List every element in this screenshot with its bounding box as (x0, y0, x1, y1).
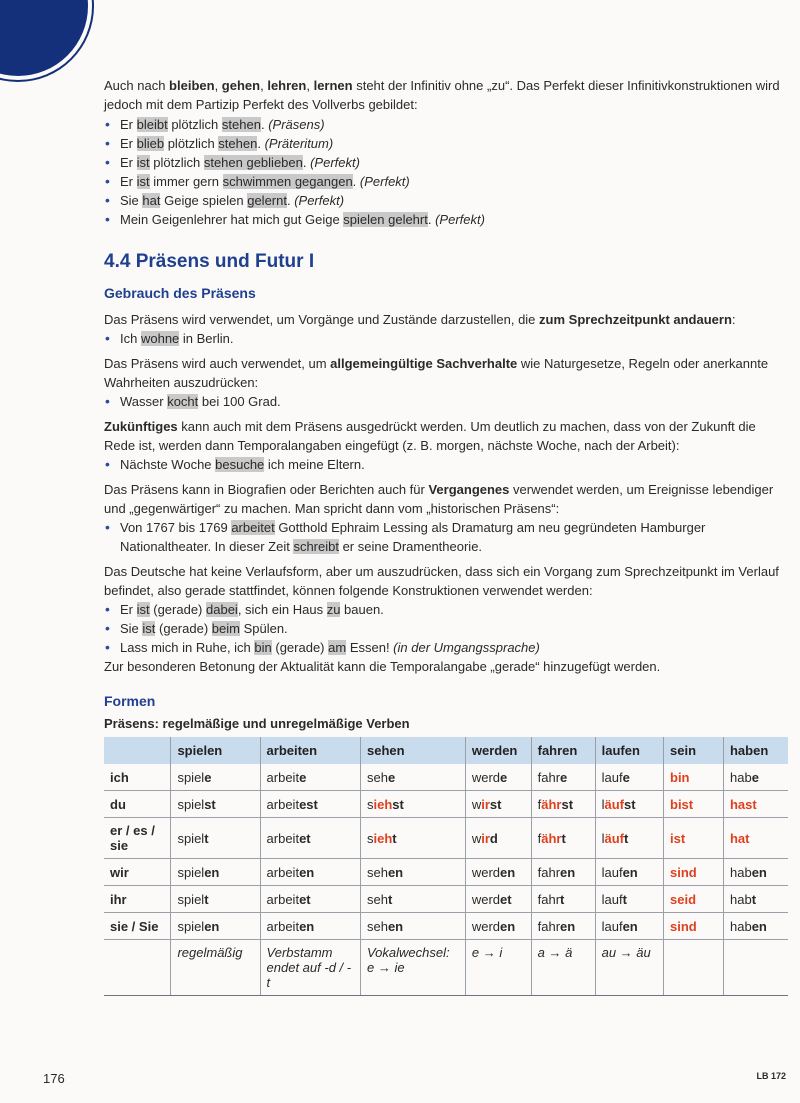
stem: fahr (537, 864, 561, 880)
column-header: spielen (171, 737, 260, 764)
list-item: • Er ist immer gern schwimmen gegangen. (Perfekt) (104, 172, 789, 191)
list-item: • Ich wohne in Berlin. (104, 329, 789, 348)
stem: spiel (177, 796, 205, 812)
ending: st (204, 796, 216, 812)
note-cell (664, 940, 724, 996)
list-item: • Von 1767 bis 1769 arbeitet Gotthold Ephraim Lessing als Dramaturg am neu gegründeten Hamburger Nationaltheater. In dieser Zeit schreibt er seine Dramentheorie. (104, 518, 789, 556)
ending: e (299, 769, 307, 785)
ending: t (622, 891, 627, 907)
stem: w (471, 796, 482, 812)
stem: fahr (537, 891, 561, 907)
form-cell (664, 791, 724, 818)
note-cell: regelmäßig (171, 940, 260, 996)
vowel-change: seid (670, 891, 697, 907)
ending: en (622, 918, 638, 934)
list-item: • Er ist plötzlich stehen geblieben. (Perfekt) (104, 153, 789, 172)
ending: en (560, 918, 576, 934)
form-cell (360, 886, 465, 913)
ending: d (489, 830, 498, 846)
vowel-change: ir (481, 796, 490, 812)
ending: et (299, 830, 311, 846)
ending: en (751, 864, 767, 880)
table-row (104, 913, 788, 940)
form-cell (360, 913, 465, 940)
ending: e (622, 769, 630, 785)
infinitive-examples (104, 115, 789, 229)
form-cell (465, 764, 531, 791)
stem: hab (729, 891, 752, 907)
list-item: • Wasser kocht bei 100 Grad. (104, 392, 789, 411)
list-item: • Lass mich in Ruhe, ich bin (gerade) am Essen! (in der Umgangssprache) (104, 638, 789, 657)
ending: st (624, 796, 636, 812)
vowel-change: sind (670, 864, 697, 880)
form-cell (171, 818, 260, 859)
stem: arbeit (266, 864, 300, 880)
stem: werd (471, 891, 501, 907)
vowel-change: bist (670, 796, 694, 812)
form-cell (465, 886, 531, 913)
form-cell (723, 764, 788, 791)
stem: spiel (177, 918, 205, 934)
table-row (104, 818, 788, 859)
stem: werd (471, 769, 501, 785)
table-row (104, 886, 788, 913)
stem: lauf (601, 891, 623, 907)
pronoun-cell: du (104, 791, 171, 818)
stem: f (537, 830, 542, 846)
note-cell: Verbstamm endet auf -d / -t (260, 940, 360, 996)
stem: arbeit (266, 796, 300, 812)
stem: fahr (537, 918, 561, 934)
column-header: fahren (531, 737, 595, 764)
stem: seh (366, 891, 388, 907)
stem: spiel (177, 864, 205, 880)
form-cell (664, 913, 724, 940)
ending: st (489, 796, 502, 812)
pronoun-cell: er / es / sie (104, 818, 171, 859)
ending: en (299, 918, 315, 934)
form-cell (595, 818, 663, 859)
page-number: 176 (43, 1071, 65, 1086)
ending: e (560, 769, 568, 785)
note-cell: au → äu (595, 940, 663, 996)
conjugation-table (104, 737, 788, 996)
vowel-change: sind (670, 918, 697, 934)
stem: f (537, 796, 542, 812)
form-cell (465, 818, 531, 859)
list-item: • Nächste Woche besuche ich meine Eltern. (104, 455, 789, 474)
list-item: • Sie ist (gerade) beim Spülen. (104, 619, 789, 638)
vowel-change: bin (670, 769, 690, 785)
ending: t (561, 830, 566, 846)
table-row (104, 791, 788, 818)
section-title: 4.4 Präsens und Futur I (104, 251, 315, 272)
stem: spiel (177, 769, 205, 785)
ending: st (392, 796, 404, 812)
column-header: sehen (360, 737, 465, 764)
form-cell (531, 886, 595, 913)
note-row (104, 940, 788, 996)
form-cell (465, 913, 531, 940)
stem: l (601, 830, 605, 846)
stem: lauf (601, 918, 623, 934)
form-cell (260, 886, 360, 913)
form-cell (260, 764, 360, 791)
vowel-change: ähr (541, 830, 562, 846)
form-cell (465, 791, 531, 818)
form-cell (723, 913, 788, 940)
form-cell (595, 913, 663, 940)
form-cell (360, 791, 465, 818)
list-item: • Er ist (gerade) dabei, sich ein Haus zu bauen. (104, 600, 789, 619)
ending: e (387, 769, 396, 785)
example-list (104, 392, 789, 411)
vowel-change: ähr (541, 796, 562, 812)
form-cell (171, 859, 260, 886)
column-header: laufen (595, 737, 663, 764)
list-item: • Er blieb plötzlich stehen. (Präteritum) (104, 134, 789, 153)
form-cell (531, 764, 595, 791)
stem: fahr (537, 769, 561, 785)
page-content (104, 76, 789, 996)
vowel-change: ist (670, 830, 686, 846)
form-cell (171, 913, 260, 940)
form-cell (595, 886, 663, 913)
ending: et (299, 891, 311, 907)
ending: t (204, 891, 209, 907)
table-title: Präsens: regelmäßige und unregelmäßige Verben (104, 716, 410, 731)
table-header-row (104, 737, 788, 764)
example-list (104, 518, 789, 556)
column-header: werden (465, 737, 531, 764)
ending: en (387, 864, 404, 880)
ending: en (751, 918, 767, 934)
stem: seh (366, 918, 388, 934)
form-cell (360, 818, 465, 859)
ending: t (392, 830, 397, 846)
vowel-change: äuf (604, 796, 624, 812)
form-cell (723, 886, 788, 913)
ending: t (387, 891, 393, 907)
form-cell (260, 818, 360, 859)
ending: e (204, 769, 212, 785)
ending: en (500, 918, 516, 934)
ending: en (500, 864, 516, 880)
form-cell (171, 886, 260, 913)
stem: s (366, 796, 374, 812)
column-header: sein (664, 737, 724, 764)
vowel-change: ieh (373, 830, 393, 846)
stem: seh (366, 864, 388, 880)
form-cell (465, 859, 531, 886)
paragraph: Das Präsens wird auch verwendet, um allgemeingültige Sachverhalte wie Naturgesetze, Regeln oder anerkannte Wahrheiten auszudrücken: (104, 356, 769, 390)
ending: en (204, 918, 220, 934)
form-cell (171, 791, 260, 818)
form-cell (595, 859, 663, 886)
stem: arbeit (266, 891, 300, 907)
paragraph: Zur besonderen Betonung der Aktualität kann die Temporalangabe „gerade“ hinzugefügt werden. (104, 659, 661, 674)
form-cell (664, 764, 724, 791)
form-cell (531, 859, 595, 886)
vowel-change: hat (729, 830, 750, 846)
form-cell (664, 859, 724, 886)
ending: en (299, 864, 315, 880)
form-cell (723, 859, 788, 886)
example-list (104, 600, 789, 657)
ending: en (387, 918, 404, 934)
form-cell (723, 791, 788, 818)
ending: en (204, 864, 220, 880)
form-cell (664, 886, 724, 913)
stem: arbeit (266, 769, 300, 785)
note-cell: e → i (465, 940, 531, 996)
vowel-change: ieh (373, 796, 393, 812)
form-cell (260, 913, 360, 940)
stem: hab (729, 864, 752, 880)
form-cell (664, 818, 724, 859)
paragraph: Das Präsens kann in Biografien oder Berichten auch für Vergangenes verwendet werden, um Ereignisse lebendiger und „gegenwärtiger“ zu machen. Man spricht dann vom „historischen Präsens“: (104, 482, 774, 516)
paragraph: Das Präsens wird verwendet, um Vorgänge und Zustände darzustellen, die zum Sprechzeitpunkt andauern: (104, 312, 736, 327)
form-cell (595, 764, 663, 791)
stem: spiel (177, 891, 205, 907)
form-cell (595, 791, 663, 818)
stem: werd (471, 864, 501, 880)
stem: lauf (601, 769, 623, 785)
form-cell (260, 859, 360, 886)
paragraph: Das Deutsche hat keine Verlaufsform, aber um auszudrücken, dass sich ein Vorgang zum Sprechzeitpunkt im Verlauf befindet, also gerade stattfindet, können folgende Konstruktionen verwendet werden: (104, 564, 779, 598)
ending: t (624, 830, 629, 846)
stem: werd (471, 918, 501, 934)
ending: t (204, 830, 209, 846)
ending: en (560, 864, 576, 880)
ending: et (500, 891, 512, 907)
stem: lauf (601, 864, 623, 880)
note-cell: a → ä (531, 940, 595, 996)
table-row (104, 859, 788, 886)
example-list (104, 329, 789, 348)
column-header: arbeiten (260, 737, 360, 764)
form-cell (723, 818, 788, 859)
ending: est (299, 796, 318, 812)
intro-paragraph: Auch nach bleiben, gehen, lehren, lernen steht der Infinitiv ohne „zu“. Das Perfekt dieser Infinitivkonstruktionen wird jedoch mit dem Partizip Perfekt des Vollverbs gebildet: (104, 78, 780, 112)
list-item: • Sie hat Geige spielen gelernt. (Perfekt) (104, 191, 789, 210)
example-list (104, 455, 789, 474)
stem: s (366, 830, 374, 846)
pronoun-cell: sie / Sie (104, 913, 171, 940)
formen-title: Formen (104, 693, 156, 709)
form-cell (171, 764, 260, 791)
ending: e (500, 769, 508, 785)
note-cell (104, 940, 171, 996)
ending: t (751, 891, 757, 907)
stem: w (471, 830, 482, 846)
list-item: • Er bleibt plötzlich stehen. (Präsens) (104, 115, 789, 134)
form-cell (531, 913, 595, 940)
column-header: haben (723, 737, 788, 764)
list-item: • Mein Geigenlehrer hat mich gut Geige spielen gelehrt. (Perfekt) (104, 210, 789, 229)
form-cell (360, 859, 465, 886)
ending: en (622, 864, 638, 880)
note-cell (723, 940, 788, 996)
ending: e (751, 769, 759, 785)
stem: l (601, 796, 605, 812)
pronoun-cell: ihr (104, 886, 171, 913)
form-cell (531, 818, 595, 859)
vowel-change: äuf (604, 830, 624, 846)
stem: hab (729, 769, 752, 785)
subsection-title: Gebrauch des Präsens (104, 285, 256, 301)
form-cell (360, 764, 465, 791)
note-cell: Vokalwechsel: e → ie (360, 940, 465, 996)
vowel-change: ir (481, 830, 490, 846)
stem: hab (729, 918, 752, 934)
stem: arbeit (266, 830, 300, 846)
stem: seh (366, 769, 388, 785)
form-cell (260, 791, 360, 818)
pronoun-cell: wir (104, 859, 171, 886)
paragraph: Zukünftiges kann auch mit dem Präsens ausgedrückt werden. Um deutlich zu machen, dass von der Zukunft die Rede ist, werden dann Temporalangaben eingefügt (z. B. morgen, nächste Woche, nach der Arbeit): (104, 419, 756, 453)
table-row (104, 764, 788, 791)
vowel-change: hast (729, 796, 757, 812)
pronoun-cell: ich (104, 764, 171, 791)
form-cell (531, 791, 595, 818)
column-header (104, 737, 171, 764)
ending: t (560, 891, 565, 907)
chapter-badge (0, 0, 88, 76)
stem: arbeit (266, 918, 300, 934)
ending: st (561, 796, 574, 812)
page-reference: LB 172 (756, 1071, 786, 1081)
stem: spiel (177, 830, 205, 846)
